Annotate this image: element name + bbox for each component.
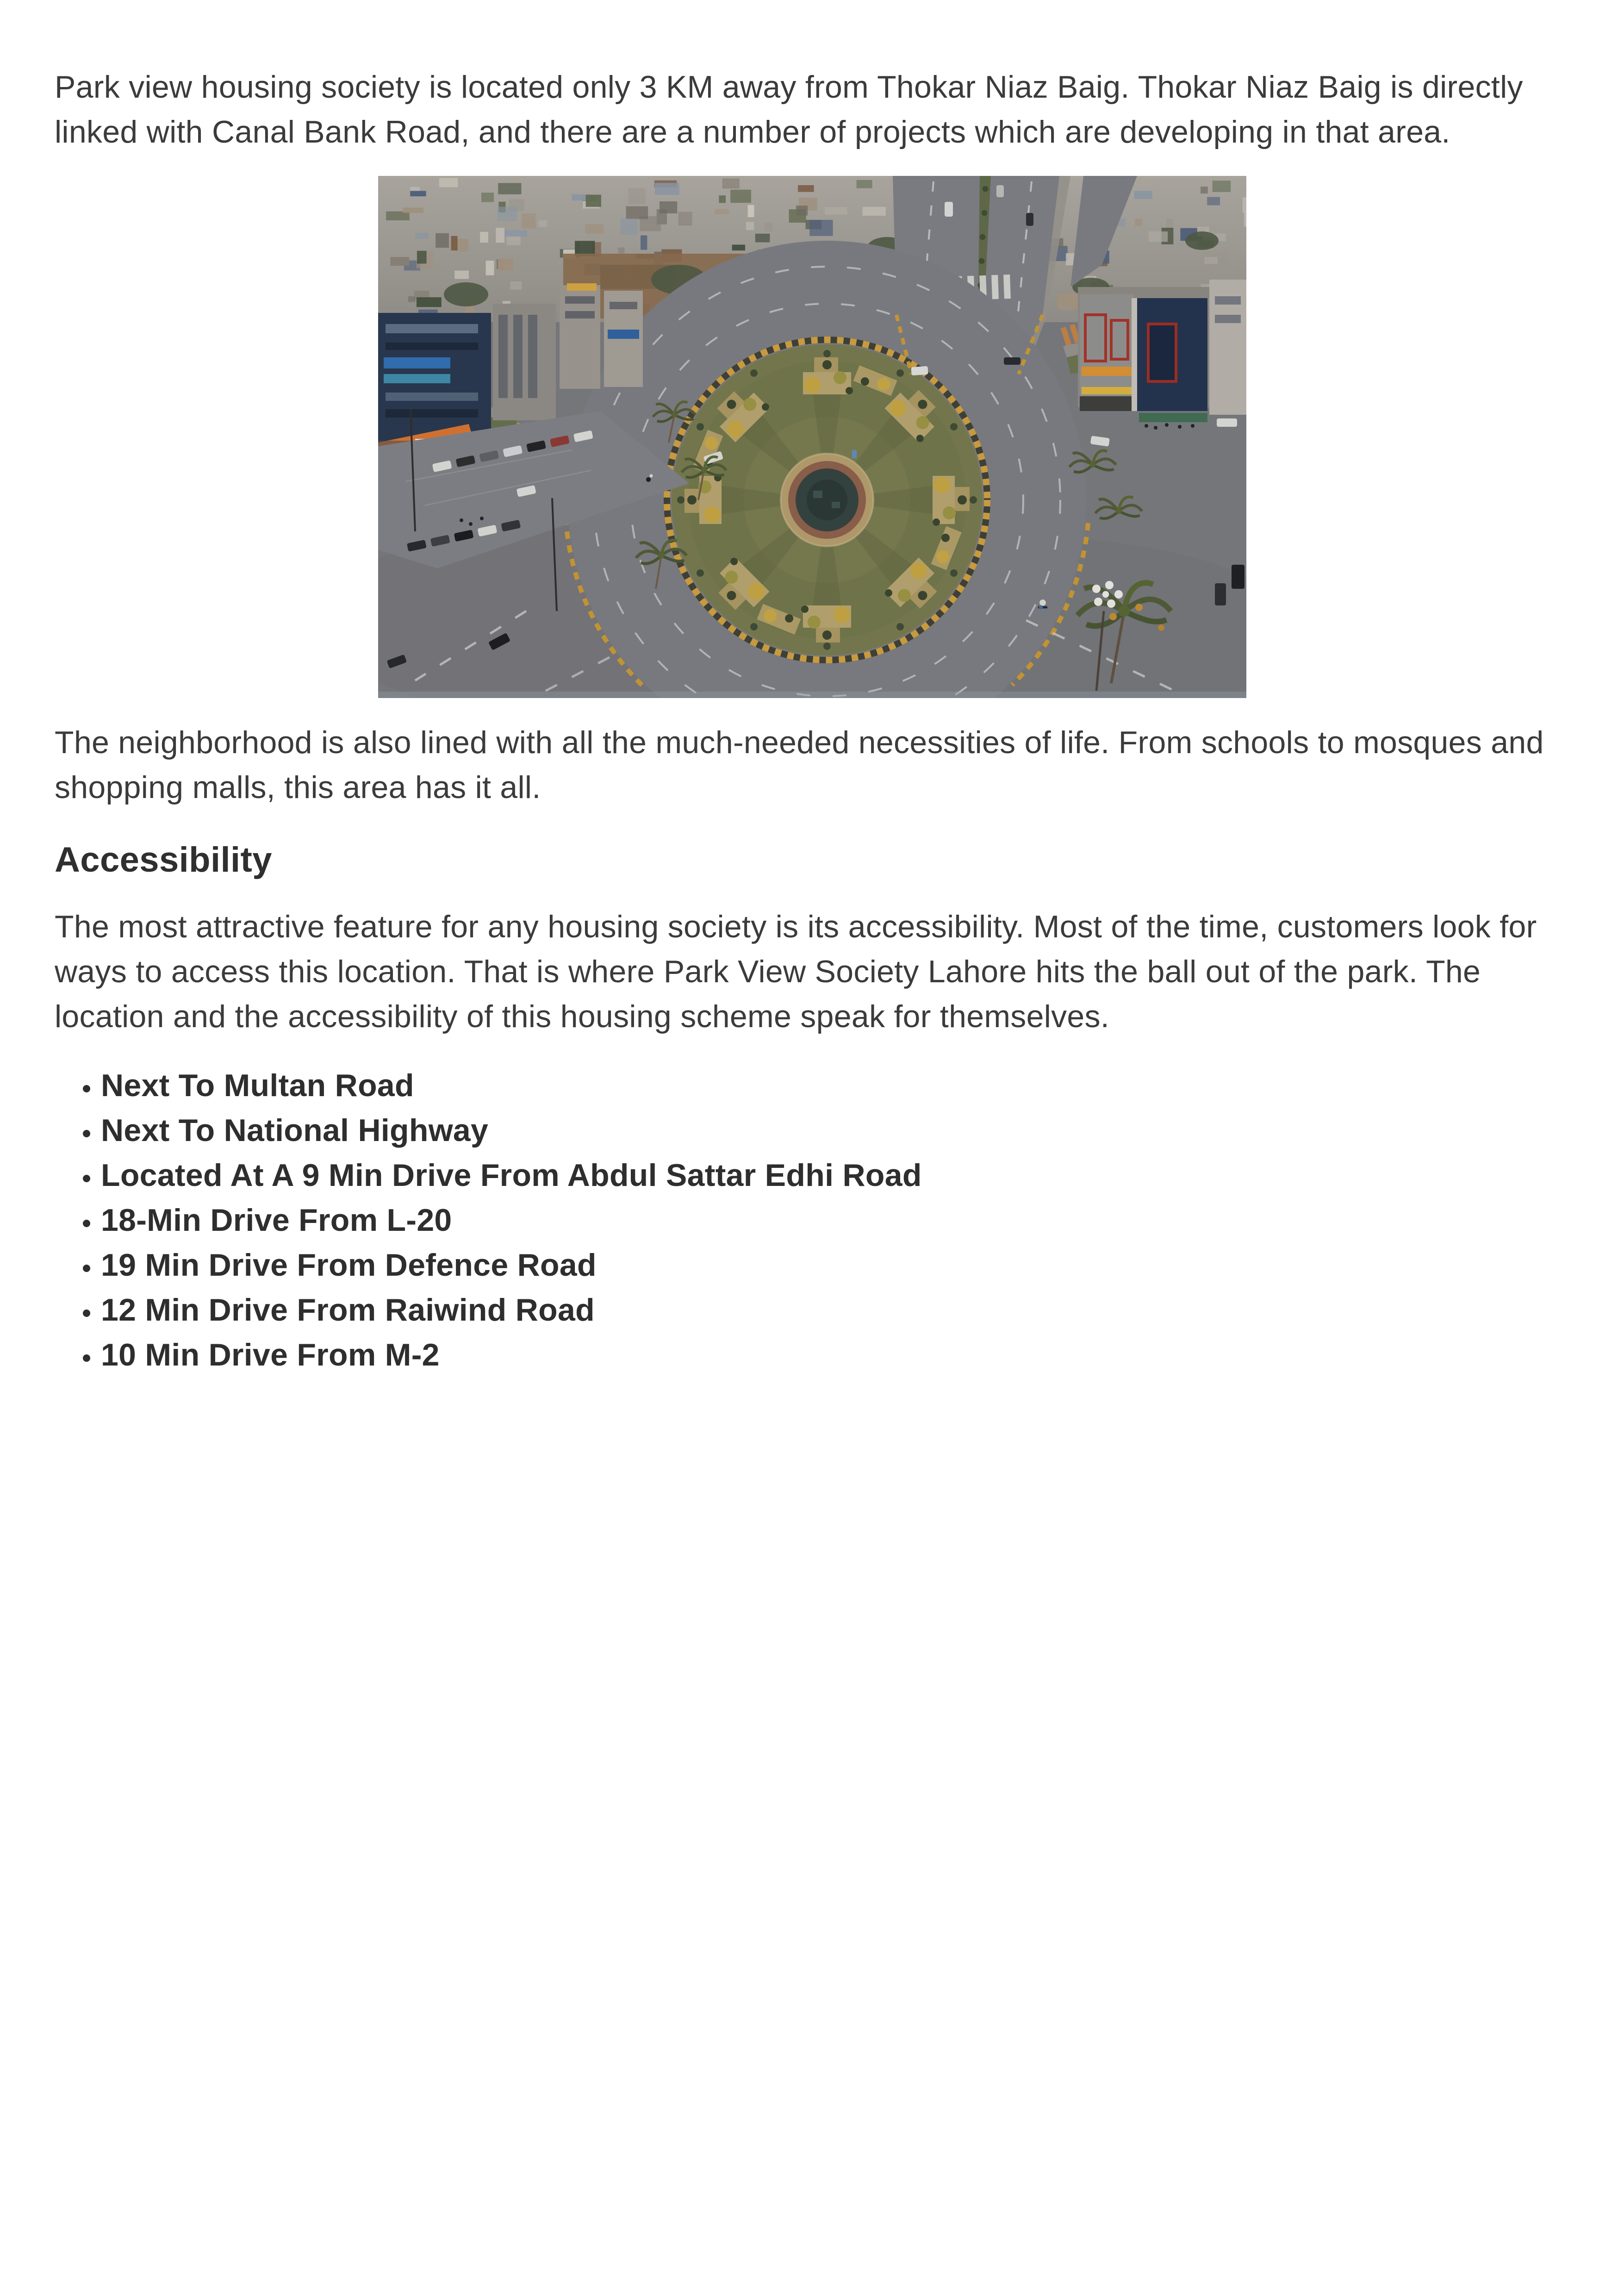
list-item-l20: • 18-Min Drive From L-20 [101,1198,1569,1243]
list-item-m2: • 10 Min Drive From M-2 [101,1333,1569,1378]
list-item-defence-road: • 19 Min Drive From Defence Road [101,1243,1569,1288]
list-item-raiwind-road: • 12 Min Drive From Raiwind Road [101,1288,1569,1333]
accessibility-paragraph: The most attractive feature for any housing society is its accessibility. Most of the time, customers look for ways to access this location. That is where Park View Society Lahore hits the ball out of the park. The location and the accessibility of this housing scheme speak for themselves. [55,909,1537,1034]
aerial-roundabout-photo [378,176,1246,698]
dusk-overlay [378,176,1246,698]
list-item-multan-road: • Next To Multan Road [101,1063,1569,1108]
list-item-abdul-sattar-edhi-road: • Located At A 9 Min Drive From Abdul Sattar Edhi Road [101,1153,1569,1198]
aerial-photo-illustration [378,176,1246,698]
accessibility-heading: Accessibility [55,840,272,879]
accessibility-list [55,1063,1569,1378]
list-item-national-highway: • Next To National Highway [101,1108,1569,1153]
neighborhood-paragraph: The neighborhood is also lined with all the much-needed necessities of life. From schools to mosques and shopping malls, this area has it all. [55,725,1544,805]
intro-paragraph: Park view housing society is located only 3 KM away from Thokar Niaz Baig. Thokar Niaz Baig is directly linked with Canal Bank Road, and there are a number of projects which are developing in that area. [55,69,1523,150]
